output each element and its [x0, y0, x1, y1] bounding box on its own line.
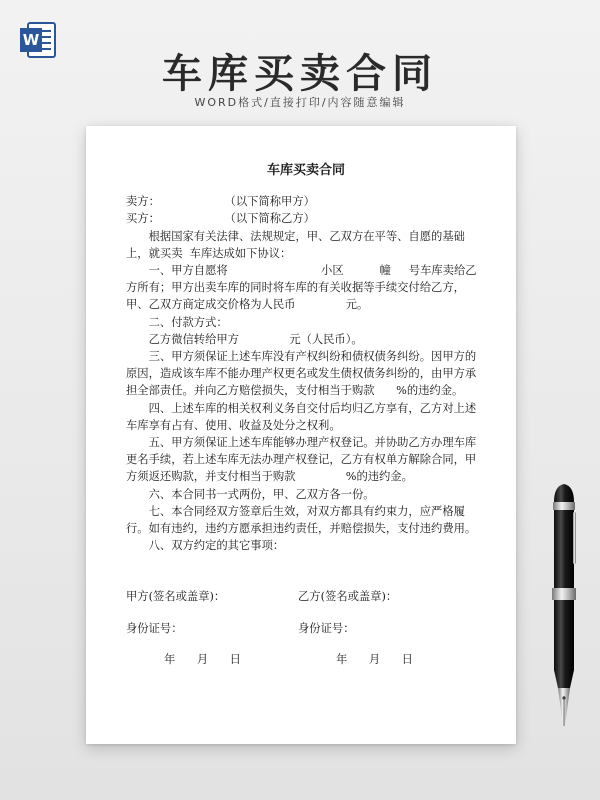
banner-subtitle: WORD格式/直接打印/内容随意编辑: [194, 96, 406, 109]
signature-row: [126, 588, 486, 605]
clause-8: 八、双方约定的其它事项：: [148, 539, 285, 553]
clause-3: 三、甲方须保证上述车库没有产权纠纷和债权债务纠纷。因甲方的原因，造成该车库不能办理产权更名或发生债权债务纠纷的，由甲方承担全部责任。并向乙方赔偿损失，支付相当于购款 %的违约金。: [126, 350, 477, 398]
clause-4: 四、上述车库的相关权利义务自交付后均归乙方享有，乙方对上述车库享有占有、使用、收益及处分之权利。: [126, 401, 477, 432]
intro-paragraph: 根据国家有关法律、法规规定，甲、乙双方在平等、自愿的基础上，就买卖 车库达成如下协议：: [126, 229, 465, 260]
clause-2-body: 乙方微信转给甲方 元（人民币）。: [148, 332, 363, 346]
date-row: [126, 651, 486, 668]
party-a-signature-label: 甲方(签名或盖章)：: [126, 590, 226, 604]
clause-6: 六、本合同书一式两份，甲、乙双方各一份。: [148, 487, 375, 501]
party-a-date: 年 月 日: [164, 652, 241, 666]
document-title: 车库买卖合同: [266, 163, 345, 178]
document-page: [86, 126, 516, 744]
buyer-line: 买方： （以下简称乙方）: [126, 212, 315, 226]
party-b-id-label: 身份证号：: [298, 621, 355, 635]
fountain-pen-illustration: [540, 482, 588, 732]
clause-2-title: 二、付款方式：: [148, 315, 228, 329]
document-body: [126, 162, 486, 668]
banner-title: 车库买卖合同: [162, 51, 438, 97]
clause-5: 五、甲方须保证上述车库能够办理产权登记。并协助乙方办理车库更名手续，若上述车库无法办理产权登记，乙方有权单方解除合同，甲方须返还购款，并支付相当于购款 %的违约金。: [126, 436, 477, 484]
clause-7: 七、本合同经双方签章后生效，对双方都具有约束力，应严格履行。如有违约，违约方愿承担违约责任，并赔偿损失，支付违约费用。: [126, 504, 477, 536]
word-icon-letter: W: [22, 31, 40, 49]
id-row: [126, 620, 486, 637]
party-b-signature-label: 乙方(签名或盖章)：: [298, 590, 398, 604]
seller-line: 卖方： （以下简称甲方）: [126, 195, 315, 209]
party-a-id-label: 身份证号：: [126, 621, 183, 635]
party-b-date: 年 月 日: [336, 652, 413, 666]
clause-1: 一、甲方自愿将 小区 幢 号车库卖给乙方所有；甲方出卖车库的同时将车库的有关收据等手续交付给乙方，甲、乙双方商定成交价格为人民币 元。: [126, 264, 477, 312]
